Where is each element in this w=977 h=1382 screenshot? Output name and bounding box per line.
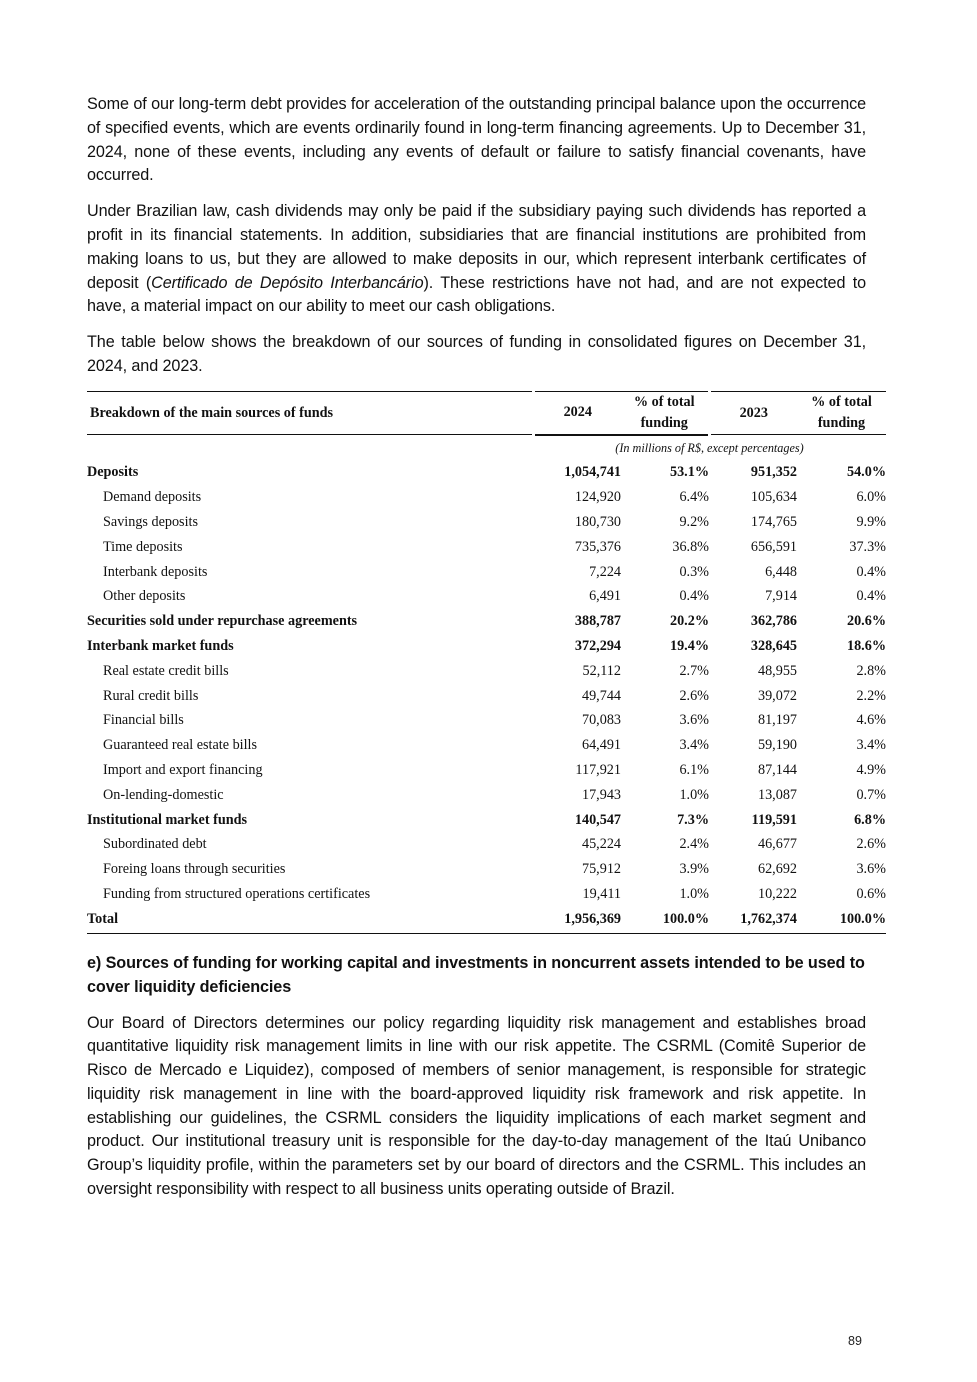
value-2024: 70,083 — [581, 712, 621, 729]
value-2024: 117,921 — [575, 762, 621, 779]
header-label: Breakdown of the main sources of funds — [87, 391, 533, 435]
header-2023: 2023 — [709, 391, 797, 435]
row-label: Funding from structured operations certificates — [103, 886, 371, 902]
row-label: Securities sold under repurchase agreements — [87, 613, 358, 630]
row-label: Demand deposits — [103, 489, 202, 506]
pct-2024: 2.6% — [679, 687, 709, 704]
pct-2024: 1.0% — [679, 886, 709, 902]
value-2024: 45,224 — [581, 836, 621, 853]
paragraph-dividends — [87, 200, 866, 319]
pct-2023: 37.3% — [849, 538, 886, 555]
value-2024: 372,294 — [574, 638, 621, 655]
value-2024: 388,787 — [574, 613, 621, 630]
header-pct-2023: % of total funding — [797, 391, 886, 435]
row-label: Savings deposits — [103, 514, 198, 531]
table-row — [87, 510, 886, 535]
pct-2023: 0.4% — [856, 588, 886, 605]
pct-2024: 20.2% — [669, 613, 709, 630]
table-row — [87, 733, 886, 758]
value-2024: 49,744 — [581, 687, 621, 704]
value-2023: 62,692 — [757, 861, 797, 878]
value-2024: 1,054,741 — [564, 464, 621, 481]
paragraph-debt-acceleration: Some of our long-term debt provides for acceleration of the outstanding principal balance upon the occurrence of specified events, which are events ordinarily found in long-term financing agreements. Up to December 31, 2024, none of these events, including any events of default or failure to satisfy financial covenants, have occurred. — [87, 95, 866, 185]
value-2023: 1,762,374 — [709, 907, 797, 934]
section-e-body: Our Board of Directors determines our policy regarding liquidity risk management and establishes broad quantitative liquidity risk management limits in line with our risk appetite. The CSRML (Comitê Superior de Risco de Mercado e Liquidez), composed of members of senior management, is responsible for strategic liquidity risk management in line with the board-approved liquidity risk framework and risk appetite. In establishing our guidelines, the CSRML considers the liquidity implications of each market segment and product. Our institutional treasury unit is responsible for the day-to-day management of the Itaú Unibanco Group’s liquidity profile, within the parameters set by our board of directors and the CSRML. This includes an oversight responsibility with respect to all business units operating outside of Brazil. — [87, 1013, 866, 1199]
pct-2023: 18.6% — [846, 638, 886, 655]
row-label: Time deposits — [103, 538, 183, 555]
table-row — [87, 783, 886, 808]
pct-2024: 7.3% — [677, 811, 709, 828]
value-2024: 7,224 — [589, 563, 621, 580]
value-2023: 13,087 — [757, 786, 797, 803]
value-2024: 17,943 — [581, 786, 621, 803]
unit-note-row — [87, 435, 886, 461]
pct-2023: 2.6% — [856, 836, 886, 853]
pct-2023: 4.6% — [856, 712, 886, 729]
pct-2024: 9.2% — [679, 514, 709, 531]
pct-2023: 100.0% — [797, 907, 886, 934]
pct-2024: 3.4% — [679, 737, 709, 754]
value-2023: 46,677 — [757, 836, 797, 853]
pct-2024: 36.8% — [672, 538, 709, 555]
value-2024: 19,411 — [582, 886, 621, 902]
value-2023: 6,448 — [765, 563, 797, 580]
value-2023: 10,222 — [757, 886, 797, 902]
value-2024: 75,912 — [581, 861, 621, 878]
value-2023: 656,591 — [750, 538, 797, 555]
table-row — [87, 833, 886, 858]
table-row — [87, 758, 886, 783]
pct-2024: 1.0% — [679, 786, 709, 803]
pct-2024: 3.6% — [679, 712, 709, 729]
row-label: Foreing loans through securities — [103, 861, 286, 878]
document-page — [87, 93, 886, 1214]
row-label: Real estate credit bills — [103, 662, 229, 679]
table-row — [87, 709, 886, 734]
table-row — [87, 882, 886, 907]
table-row — [87, 634, 886, 659]
pct-2024: 0.4% — [679, 588, 709, 605]
pct-2023: 3.4% — [856, 737, 886, 754]
pct-2024: 100.0% — [621, 907, 709, 934]
paragraph-dividends-text-a: Under Brazilian law, cash dividends may only be paid if the subsidiary paying such dividends has reported a profit in its financial statements. In addition, subsidiaries that are financial institutions are prohibited from making loans to us, but they are allowed to make deposits in our, which represent interbank certificates of deposit ( — [87, 202, 866, 292]
pct-2023: 2.2% — [856, 687, 886, 704]
value-2023: 48,955 — [757, 662, 797, 679]
value-2023: 7,914 — [765, 588, 797, 605]
table-row — [87, 461, 886, 486]
pct-2023: 6.8% — [854, 811, 886, 828]
row-label: Subordinated debt — [103, 836, 207, 853]
row-label: Guaranteed real estate bills — [103, 737, 258, 754]
table-row — [87, 485, 886, 510]
row-label: Interbank deposits — [103, 563, 208, 580]
paragraph-dividends-text-b: ). These restrictions have not had, and are not expected to have, a material impact on our ability to meet our cash obligations. — [87, 273, 866, 316]
pct-2023: 54.0% — [846, 464, 886, 481]
value-2023: 119,591 — [751, 811, 797, 828]
pct-2023: 4.9% — [856, 762, 886, 779]
table-body — [87, 435, 886, 934]
pct-2023: 3.6% — [856, 861, 886, 878]
value-2023: 105,634 — [750, 489, 797, 506]
value-2023: 39,072 — [757, 687, 797, 704]
pct-2024: 53.1% — [669, 464, 709, 481]
pct-2024: 0.3% — [679, 563, 709, 580]
table-row — [87, 808, 886, 833]
pct-2024: 2.7% — [679, 662, 709, 679]
table-row — [87, 609, 886, 634]
pct-2023: 0.6% — [856, 886, 886, 902]
pct-2023: 0.7% — [856, 786, 886, 803]
pct-2023: 0.4% — [856, 563, 886, 580]
unit-note: (In millions of R$, except percentages) — [615, 440, 804, 455]
row-label: Import and export financing — [103, 762, 263, 779]
pct-2023: 6.0% — [856, 489, 886, 506]
value-2023: 174,765 — [750, 514, 797, 531]
value-2023: 951,352 — [750, 464, 797, 481]
value-2023: 59,190 — [757, 737, 797, 754]
value-2023: 328,645 — [750, 638, 797, 655]
table-total-row — [87, 907, 886, 934]
value-2024: 180,730 — [574, 514, 621, 531]
table-row — [87, 560, 886, 585]
pct-2024: 6.1% — [679, 762, 709, 779]
table-row — [87, 659, 886, 684]
value-2023: 81,197 — [757, 712, 797, 729]
row-label: Interbank market funds — [87, 638, 234, 655]
row-label: Deposits — [87, 464, 139, 481]
row-label: Total — [87, 907, 533, 934]
pct-2023: 2.8% — [856, 662, 886, 679]
row-label: Rural credit bills — [103, 687, 199, 704]
row-label: Financial bills — [103, 712, 184, 729]
header-2024: 2024 — [533, 391, 621, 435]
pct-2023: 9.9% — [856, 514, 886, 531]
funding-sources-table — [87, 391, 886, 934]
value-2024: 735,376 — [574, 538, 621, 555]
page-number: 89 — [848, 1334, 862, 1348]
paragraph-dividends-italic: Certificado de Depósito Interbancário — [151, 273, 424, 292]
row-label: Institutional market funds — [87, 811, 248, 828]
value-2024: 64,491 — [581, 737, 621, 754]
pct-2024: 6.4% — [679, 489, 709, 506]
table-row — [87, 535, 886, 560]
table-row — [87, 585, 886, 610]
value-2024: 52,112 — [582, 662, 621, 679]
row-label: Other deposits — [103, 588, 186, 605]
pct-2023: 20.6% — [846, 613, 886, 630]
paragraph-table-intro: The table below shows the breakdown of our sources of funding in consolidated figures on December 31, 2024, and 2023. — [87, 333, 866, 375]
pct-2024: 19.4% — [669, 638, 709, 655]
value-2024: 6,491 — [589, 588, 621, 605]
value-2024: 140,547 — [574, 811, 621, 828]
table-header-row — [87, 391, 886, 435]
value-2023: 87,144 — [757, 762, 797, 779]
section-e-heading: e) Sources of funding for working capital and investments in noncurrent assets intended to be used to cover liquidity deficiencies — [87, 953, 865, 996]
table-row — [87, 857, 886, 882]
value-2023: 362,786 — [750, 613, 797, 630]
pct-2024: 3.9% — [679, 861, 709, 878]
value-2024: 1,956,369 — [533, 907, 621, 934]
table-row — [87, 684, 886, 709]
value-2024: 124,920 — [574, 489, 621, 506]
row-label: On-lending-domestic — [103, 786, 224, 803]
pct-2024: 2.4% — [679, 836, 709, 853]
header-pct-2024: % of total funding — [621, 391, 709, 435]
